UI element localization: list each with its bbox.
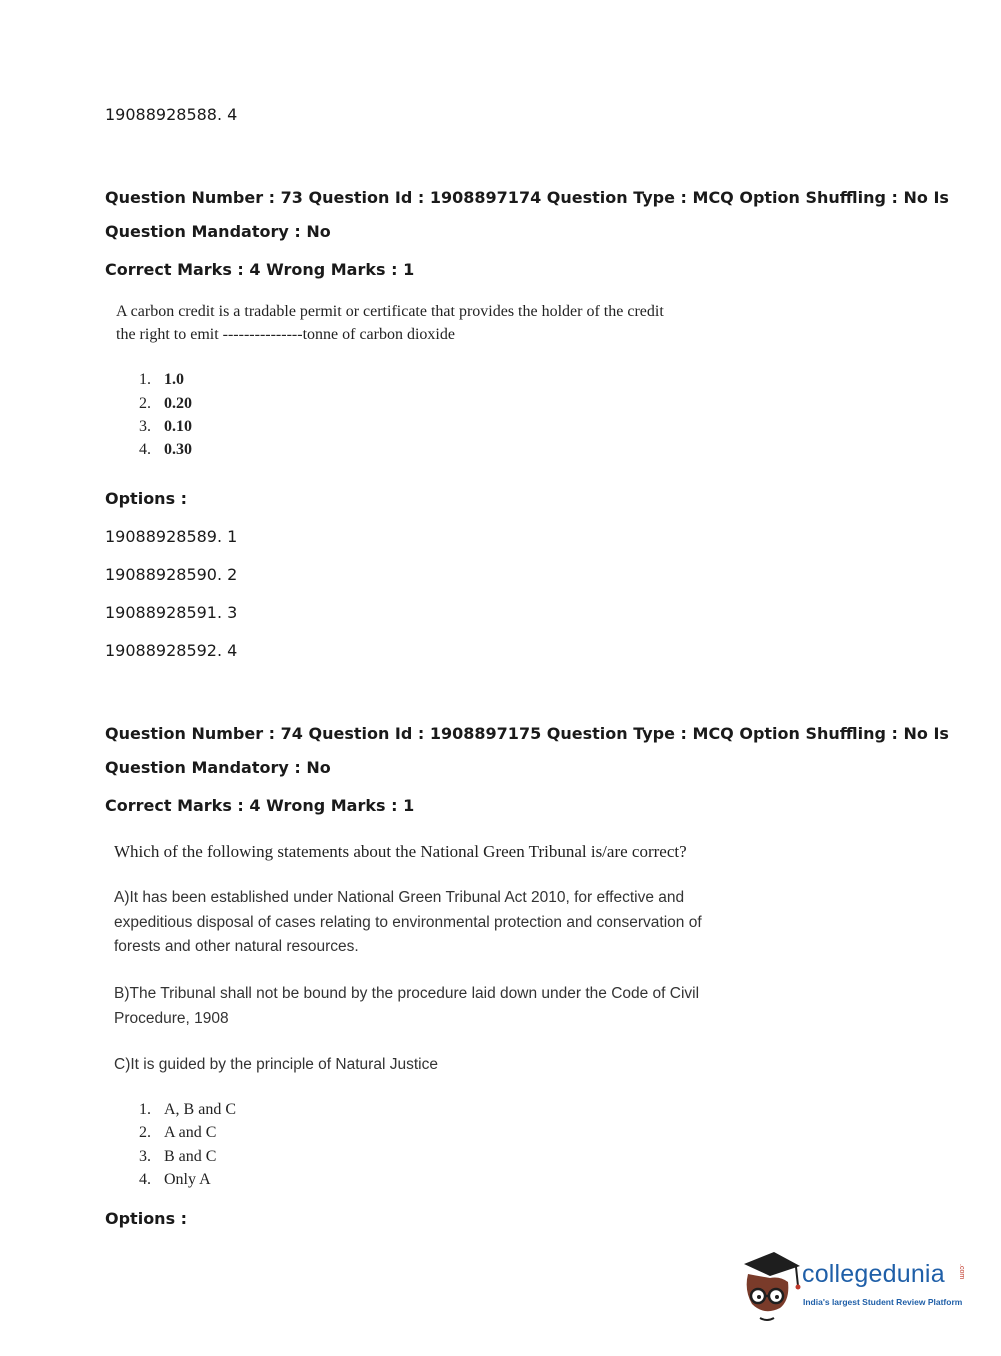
- question-mandatory: Question Mandatory : No: [105, 758, 331, 777]
- choice-item: 2. 0.20: [139, 395, 192, 412]
- choice-item: 3. 0.10: [139, 418, 192, 435]
- question-text: A carbon credit is a tradable permit or certificate that provides the holder of the credit: [116, 303, 664, 320]
- logo-wordmark: collegedunia: [802, 1260, 945, 1288]
- question-mandatory: Question Mandatory : No: [105, 222, 331, 241]
- option-line: 19088928589. 1: [105, 527, 238, 546]
- collegedunia-logo: [740, 1246, 970, 1326]
- question-header: Question Number : 73 Question Id : 1908897174 Question Type : MCQ Option Shuffling : No Is: [105, 188, 949, 207]
- logo-suffix: .com: [958, 1264, 965, 1280]
- question-marks: Correct Marks : 4 Wrong Marks : 1: [105, 796, 415, 815]
- statement-c: C)It is guided by the principle of Natural Justice: [114, 1056, 438, 1073]
- option-line: 19088928591. 3: [105, 603, 238, 622]
- option-line: 19088928590. 2: [105, 565, 238, 584]
- question-header: Question Number : 74 Question Id : 1908897175 Question Type : MCQ Option Shuffling : No Is: [105, 724, 949, 743]
- question-marks: Correct Marks : 4 Wrong Marks : 1: [105, 260, 415, 279]
- choice-item: 1. A, B and C: [139, 1101, 236, 1118]
- choice-item: 4. 0.30: [139, 441, 192, 458]
- mascot-icon: [740, 1246, 802, 1322]
- options-label: Options :: [105, 489, 188, 508]
- choice-item: 2. A and C: [139, 1124, 217, 1141]
- logo-tagline: India's largest Student Review Platform: [803, 1297, 963, 1307]
- statement-a: A)It has been established under National Green Tribunal Act 2010, for effective and expeditious disposal of cases relating to environmental protection and conservation of forests and other natural resources.: [114, 889, 702, 955]
- choice-item: 3. B and C: [139, 1148, 217, 1165]
- options-label: Options :: [105, 1209, 188, 1228]
- option-line: 19088928588. 4: [105, 105, 238, 124]
- choice-item: 4. Only A: [139, 1171, 211, 1188]
- question-text: Which of the following statements about the National Green Tribunal is/are correct?: [114, 842, 687, 861]
- question-text: the right to emit ---------------tonne of carbon dioxide: [116, 326, 455, 343]
- choice-item: 1. 1.0: [139, 371, 184, 388]
- option-line: 19088928592. 4: [105, 641, 238, 660]
- statement-b: B)The Tribunal shall not be bound by the procedure laid down under the Code of Civil Procedure, 1908: [114, 985, 700, 1027]
